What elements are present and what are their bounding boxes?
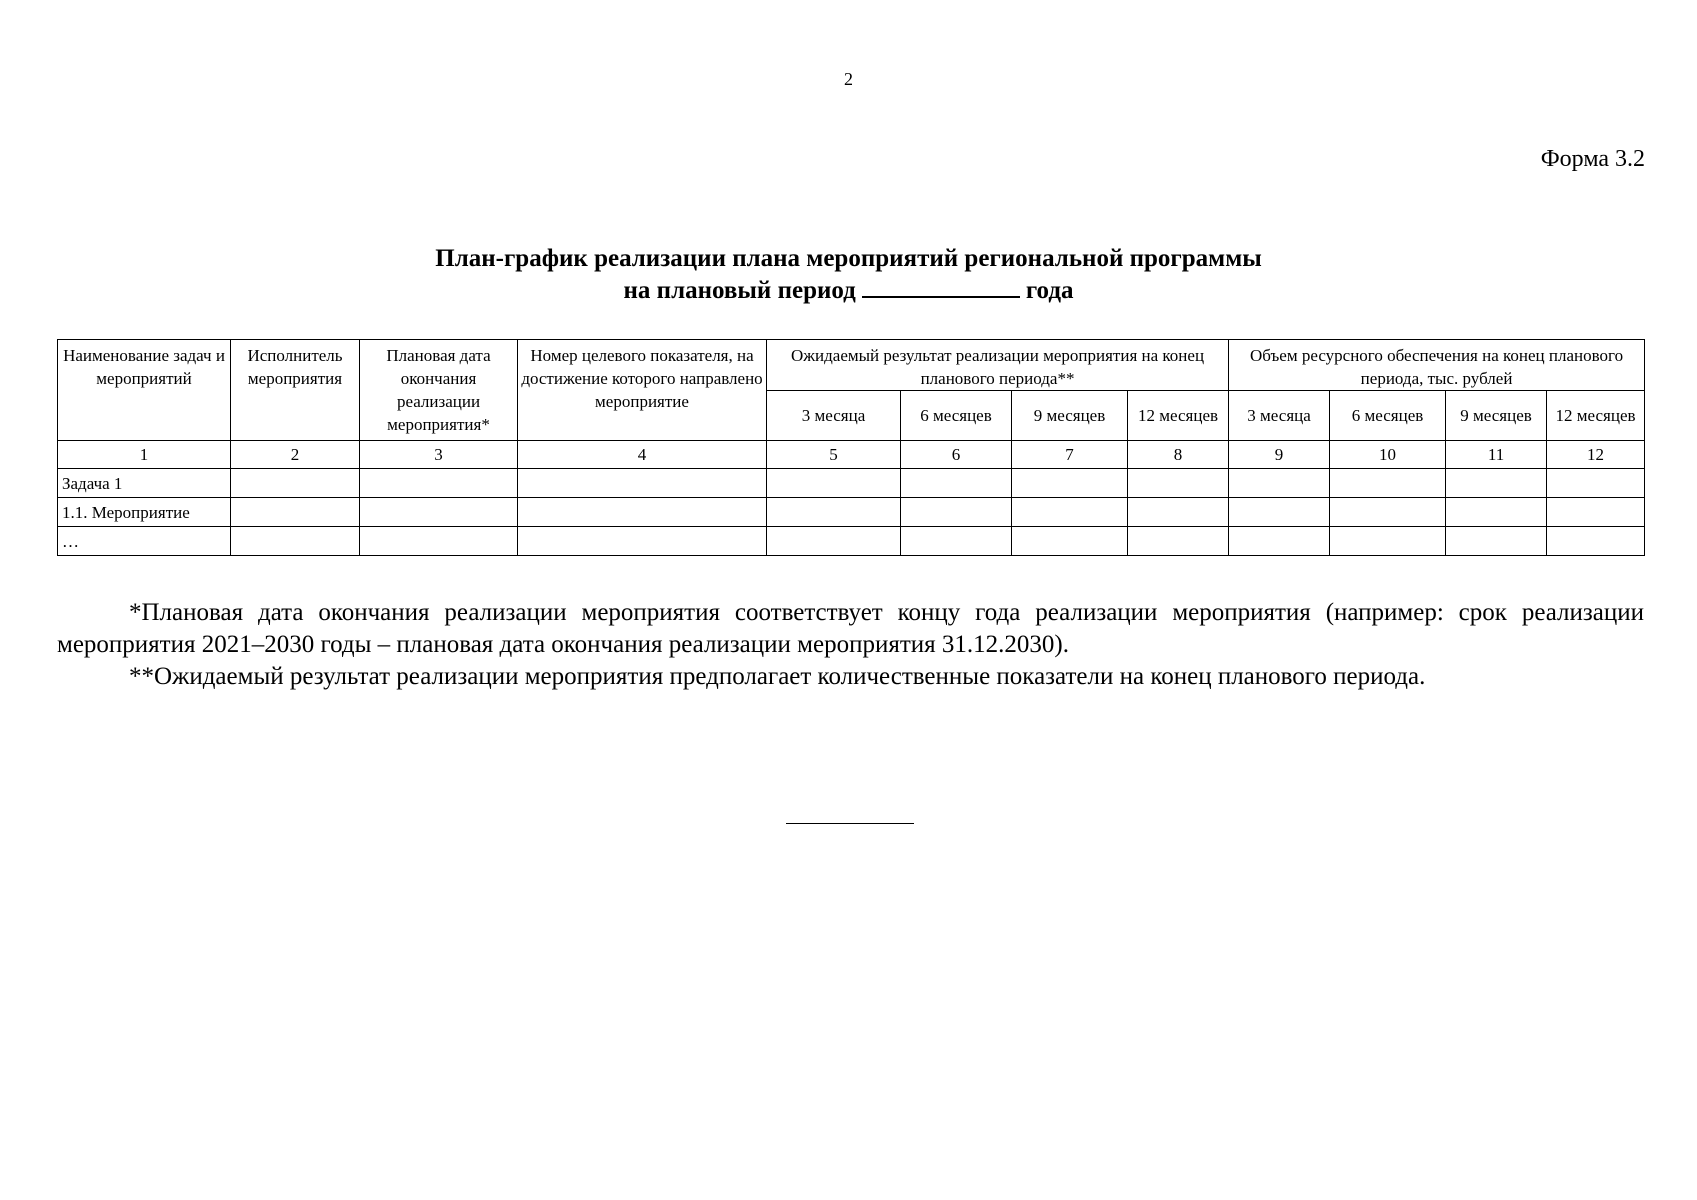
- page-number: 2: [844, 69, 853, 89]
- table-cell: [1330, 498, 1446, 527]
- table-cell: [1229, 469, 1330, 498]
- table-cell: [1012, 469, 1128, 498]
- row-label: …: [58, 527, 231, 556]
- table-cell: [767, 527, 901, 556]
- plan-schedule-table: [57, 339, 1645, 556]
- table-cell: [1547, 469, 1645, 498]
- column-number: 5: [767, 441, 901, 469]
- table-cell: [767, 469, 901, 498]
- table-cell: [767, 498, 901, 527]
- table-cell: [1128, 469, 1229, 498]
- header-resource-12-months: 12 месяцев: [1547, 391, 1645, 441]
- column-number: 2: [231, 441, 360, 469]
- table-cell: [1330, 469, 1446, 498]
- end-of-form-divider: [786, 823, 914, 824]
- header-planned-end-date: Плановая дата окончания реализации мероприятия*: [360, 340, 518, 441]
- header-resource-6-months: 6 месяцев: [1330, 391, 1446, 441]
- table-cell: [231, 527, 360, 556]
- table-cell: [518, 527, 767, 556]
- column-number: 3: [360, 441, 518, 469]
- footnote-expected-result: **Ожидаемый результат реализации мероприятия предполагает количественные показатели на конец планового периода.: [129, 663, 1426, 690]
- table-cell: [360, 469, 518, 498]
- header-expected-9-months: 9 месяцев: [1012, 391, 1128, 441]
- row-label: Задача 1: [58, 469, 231, 498]
- column-number-row: [58, 441, 1645, 469]
- table-cell: [360, 527, 518, 556]
- table-cell: [1330, 527, 1446, 556]
- column-number: 12: [1547, 441, 1645, 469]
- footnote-planned-date: *Плановая дата окончания реализации мероприятия соответствует концу года реализации мероприятия (например: срок реализации мероприятия 2021–2030 годы – плановая дата окончания реализации мероприятия 31.12.2030).: [57, 599, 1644, 658]
- table-cell: [1547, 498, 1645, 527]
- title-line-2-start: на плановый период: [623, 277, 856, 304]
- title-line-2-end: года: [1025, 277, 1074, 304]
- header-expected-3-months: 3 месяца: [767, 391, 901, 441]
- table-cell: [1012, 527, 1128, 556]
- table-cell: [1229, 527, 1330, 556]
- table-cell: [1012, 498, 1128, 527]
- header-resource-volume-group: Объем ресурсного обеспечения на конец планового периода, тыс. рублей: [1229, 340, 1645, 391]
- header-expected-12-months: 12 месяцев: [1128, 391, 1229, 441]
- table-cell: [231, 498, 360, 527]
- table-row: [58, 527, 1645, 556]
- column-number: 8: [1128, 441, 1229, 469]
- table-cell: [518, 498, 767, 527]
- table-cell: [901, 469, 1012, 498]
- table-cell: [901, 498, 1012, 527]
- column-number: 1: [58, 441, 231, 469]
- header-executor: Исполнитель мероприятия: [231, 340, 360, 441]
- period-blank-field[interactable]: [862, 274, 1020, 298]
- table-cell: [1446, 527, 1547, 556]
- column-number: 9: [1229, 441, 1330, 469]
- header-resource-9-months: 9 месяцев: [1446, 391, 1547, 441]
- header-target-indicator: Номер целевого показателя, на достижение которого направлено мероприятие: [518, 340, 767, 441]
- title-line-1: План-график реализации плана мероприятий региональной программы: [435, 245, 1262, 272]
- header-expected-6-months: 6 месяцев: [901, 391, 1012, 441]
- header-expected-result-group: Ожидаемый результат реализации мероприятия на конец планового периода**: [767, 340, 1229, 391]
- title-line-2: [0, 274, 1697, 306]
- header-task-name: Наименование задач и мероприятий: [58, 340, 231, 441]
- table-row: [58, 498, 1645, 527]
- table-row: [58, 469, 1645, 498]
- column-number: 4: [518, 441, 767, 469]
- document-title: [0, 243, 1697, 306]
- table-cell: [1446, 469, 1547, 498]
- table-cell: [231, 469, 360, 498]
- column-number: 11: [1446, 441, 1547, 469]
- footnotes: [57, 597, 1644, 693]
- table-cell: [1229, 498, 1330, 527]
- table-cell: [1446, 498, 1547, 527]
- row-label: 1.1. Мероприятие: [58, 498, 231, 527]
- table-cell: [1547, 527, 1645, 556]
- table-cell: [360, 498, 518, 527]
- column-number: 6: [901, 441, 1012, 469]
- table-cell: [518, 469, 767, 498]
- table-cell: [901, 527, 1012, 556]
- column-number: 10: [1330, 441, 1446, 469]
- table-cell: [1128, 527, 1229, 556]
- form-label: Форма 3.2: [1540, 146, 1645, 172]
- table-cell: [1128, 498, 1229, 527]
- column-number: 7: [1012, 441, 1128, 469]
- header-resource-3-months: 3 месяца: [1229, 391, 1330, 441]
